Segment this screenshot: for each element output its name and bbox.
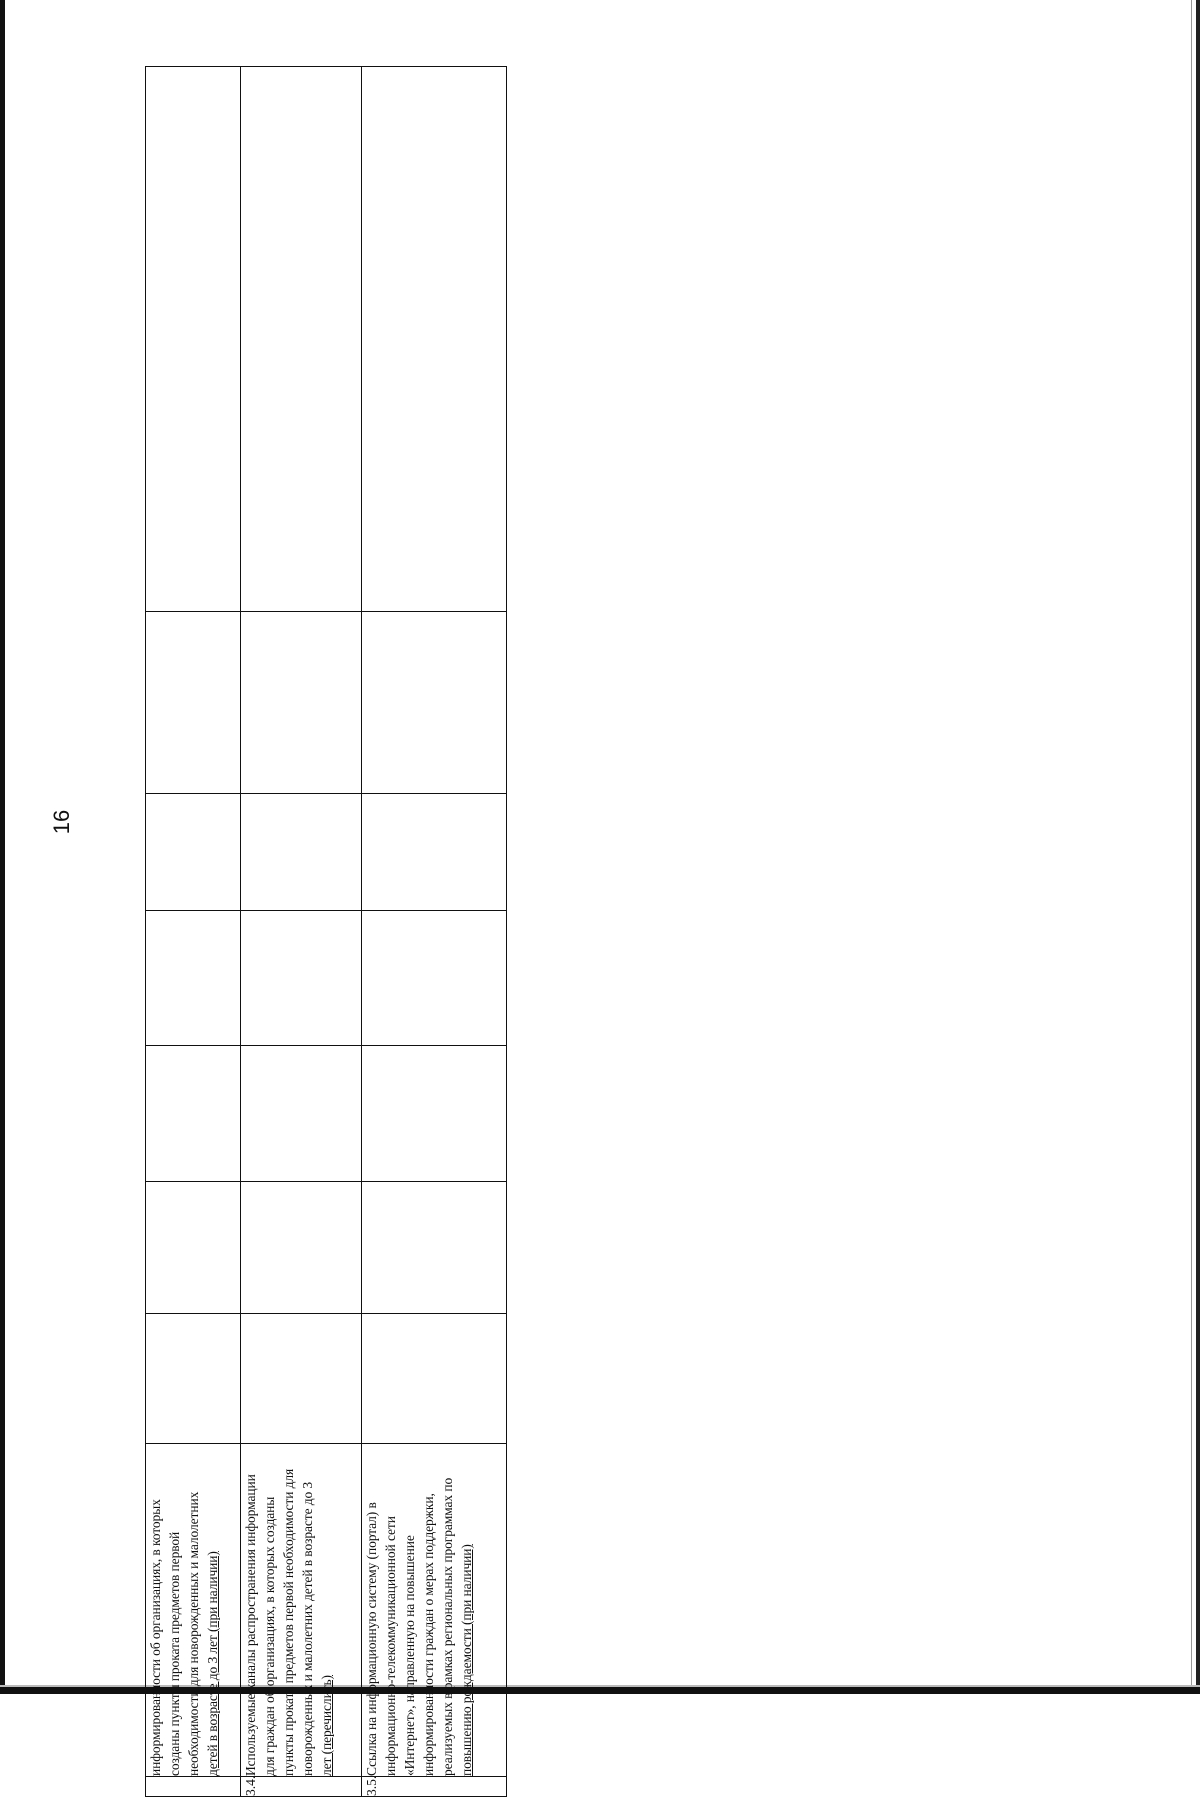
indicator-table <box>145 66 507 1797</box>
table-row <box>362 67 507 1797</box>
table-cell <box>146 1182 241 1314</box>
table-cell <box>362 1314 507 1444</box>
table-cell <box>362 1046 507 1182</box>
row-description: Используемые каналы распространения информации для граждан об организациях, в которых созданы пункты проката предметов первой необходимости для новорожденных и малолетних детей в возрасте до 3 лет (перечислить) <box>241 1444 362 1777</box>
table-cell <box>362 794 507 911</box>
row-description: Ссылка на информационную систему (портал) в информационно-телекоммуникационной сети «Интернет», направленную на повышение информированности граждан о мерах поддержки, реализуемых в рамках региональных программах по повышению рождаемости (при наличии) <box>362 1444 507 1777</box>
table-cell <box>146 612 241 794</box>
table-cell <box>241 1182 362 1314</box>
table-cell <box>146 1314 241 1444</box>
table-row <box>146 67 241 1797</box>
table-cell <box>241 67 362 612</box>
table-cell <box>241 911 362 1046</box>
table-cell <box>241 612 362 794</box>
scan-edge-left <box>0 0 5 1694</box>
table-cell <box>362 67 507 612</box>
table-cell <box>241 1046 362 1182</box>
table-cell <box>241 1314 362 1444</box>
scan-edge-right-inner <box>1191 0 1192 1694</box>
table-row <box>241 67 362 1797</box>
table-cell <box>146 911 241 1046</box>
row-description: информированности об организациях, в которых созданы пункты проката предметов первой необходимости для новорожденных и малолетних детей в возрасте до 3 лет (при наличии) <box>146 1444 241 1777</box>
table-cell <box>146 794 241 911</box>
table-cell <box>241 794 362 911</box>
table-cell <box>362 612 507 794</box>
page-number: 16 <box>49 809 74 835</box>
row-number: 3.4. <box>241 1777 362 1797</box>
scan-edge-right <box>1196 0 1200 1694</box>
rotated-table-wrapper <box>145 67 507 1797</box>
table-cell <box>146 1046 241 1182</box>
table-cell <box>362 911 507 1046</box>
row-number <box>146 1777 241 1797</box>
row-number: 3.5. <box>362 1777 507 1797</box>
table-cell <box>146 67 241 612</box>
table-cell <box>362 1182 507 1314</box>
